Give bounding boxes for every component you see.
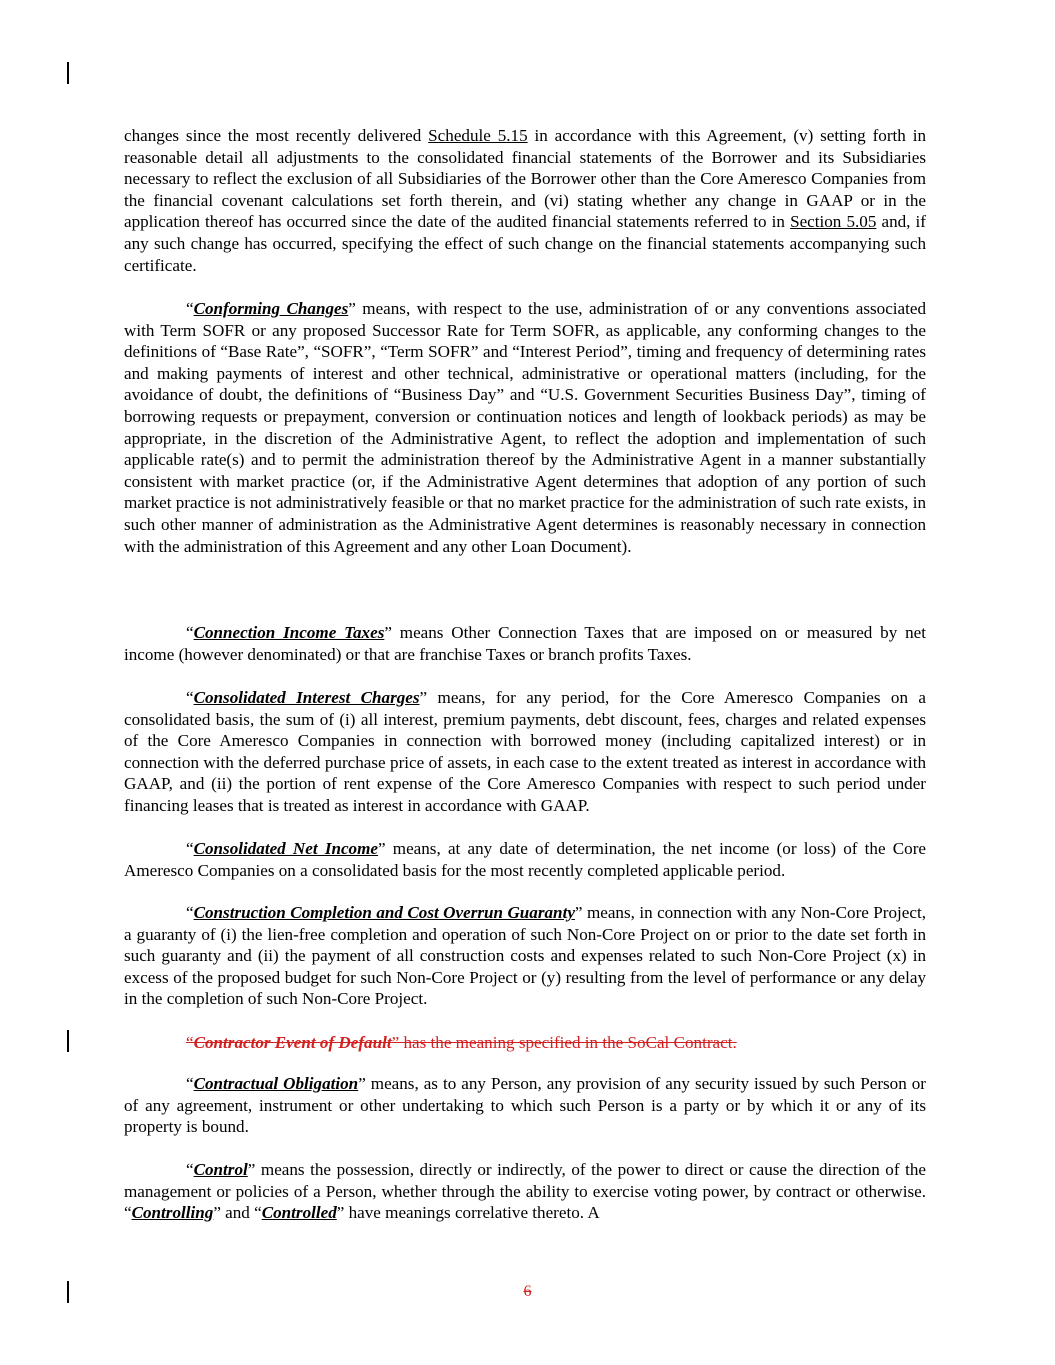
schedule-reference: Schedule 5.15 [428, 126, 528, 145]
defined-term: Contractor Event of Default [193, 1033, 392, 1052]
defined-term: Connection Income Taxes [193, 623, 385, 642]
definition-consolidated-net-income: “Consolidated Net Income” means, at any date of determination, the net income (or loss) of the Core Ameresco Companies on a consolidated basis for the most recently completed applicable period. [124, 839, 926, 880]
section-reference: Section 5.05 [790, 212, 877, 232]
definition-construction-completion-guaranty: “Construction Completion and Cost Overrun Guaranty” means, in connection with any Non-Core Project, a guaranty of (i) the lien-free completion and operation of such Non-Core Project on or prior to the date set forth in such guaranty and (ii) the payment of all construction costs and expenses related to such Non-Core Project (x) in excess of the proposed budget for such Non-Core Project or (y) resulting from the level of performance or any delay in the completion of such Non-Core Project. [124, 903, 926, 1009]
change-bar-deletion [67, 1030, 69, 1052]
defined-term: Contractual Obligation [193, 1074, 359, 1093]
change-bar-top [67, 62, 69, 84]
definition-consolidated-interest-charges: “Consolidated Interest Charges” means, for any period, for the Core Ameresco Companies on a consolidated basis, the sum of (i) all interest, premium payments, debt discount, fees, charges and related expenses of the Core Ameresco Companies in connection with borrowed money (including capitalized interest) or in connection with the deferred purchase price of assets, in each case to the extent treated as interest in accordance with GAAP, and (ii) the portion of rent expense of the Core Ameresco Companies with respect to such period under financing leases that is treated as interest in accordance with GAAP. [124, 688, 926, 815]
defined-term: Controlled [261, 1203, 337, 1223]
definition-connection-income-taxes: “Connection Income Taxes” means Other Connection Taxes that are imposed on or measured by net income (however denominated) or that are franchise Taxes or branch profits Taxes. [124, 623, 926, 664]
defined-term: Controlling [131, 1203, 214, 1223]
definition-contractual-obligation: “Contractual Obligation” means, as to any Person, any provision of any security issued by such Person or of any agreement, instrument or other undertaking to which such Person is a party or by which it or any of its property is bound. [124, 1074, 927, 1137]
paragraph-continuation: changes since the most recently delivered Schedule 5.15 in accordance with this Agreement, (v) setting forth in reasonable detail all adjustments to the consolidated financial statements of the Borrower and its Subsidiaries necessary to reflect the exclusion of all Subsidiaries of the Borrower other than the Core Ameresco Companies from the financial covenant calculations set forth therein, and (vi) stating whether any change in GAAP or in the application thereof has occurred since the date of the audited financial statements referred to in Section 5.05 and, if any such change has occurred, specifying the effect of such change on the financial statements accompanying such certificate. [124, 126, 926, 275]
definition-conforming-changes: “Conforming Changes” means, with respect to the use, administration of or any conventions associated with Term SOFR or any proposed Successor Rate for Term SOFR, as applicable, any conforming changes to the definitions of “Base Rate”, “SOFR”, “Term SOFR” and “Interest Period”, timing and frequency of determining rates and making payments of interest and other technical, administrative or operational matters (including, for the avoidance of doubt, the definitions of “Business Day” and “U.S. Government Securities Business Day”, timing of borrowing requests or prepayment, conversion or continuation notices and length of lookback periods) as may be appropriate, in the discretion of the Administrative Agent, to reflect the adoption and implementation of such applicable rate(s) and to permit the administration thereof by the Administrative Agent in a manner substantially consistent with market practice (or, if the Administrative Agent determines that adoption of any portion of such market practice is not administratively feasible or that no market practice for the administration of such rate exists, in such other manner of administration as the Administrative Agent determines is reasonably necessary in connection with the administration of this Agreement and any other Loan Document). [124, 299, 926, 556]
deleted-definition-contractor-event-of-default: “Contractor Event of Default” has the meaning specified in the SoCal Contract. [186, 1033, 737, 1052]
defined-term: Consolidated Interest Charges [193, 688, 420, 707]
page-number: 6 [523, 1283, 532, 1300]
defined-term: Conforming Changes [193, 299, 349, 318]
defined-term: Consolidated Net Income [193, 839, 378, 858]
definition-control: “Control” means the possession, directly or indirectly, of the power to direct or cause the direction of the management or policies of a Person, whether through the ability to exercise voting power, by contract or otherwise. “Controlling” and “Controlled” have meanings correlative thereto. A [124, 1160, 926, 1223]
defined-term: Construction Completion and Cost Overrun Guaranty [193, 903, 575, 922]
defined-term: Control [193, 1160, 248, 1179]
